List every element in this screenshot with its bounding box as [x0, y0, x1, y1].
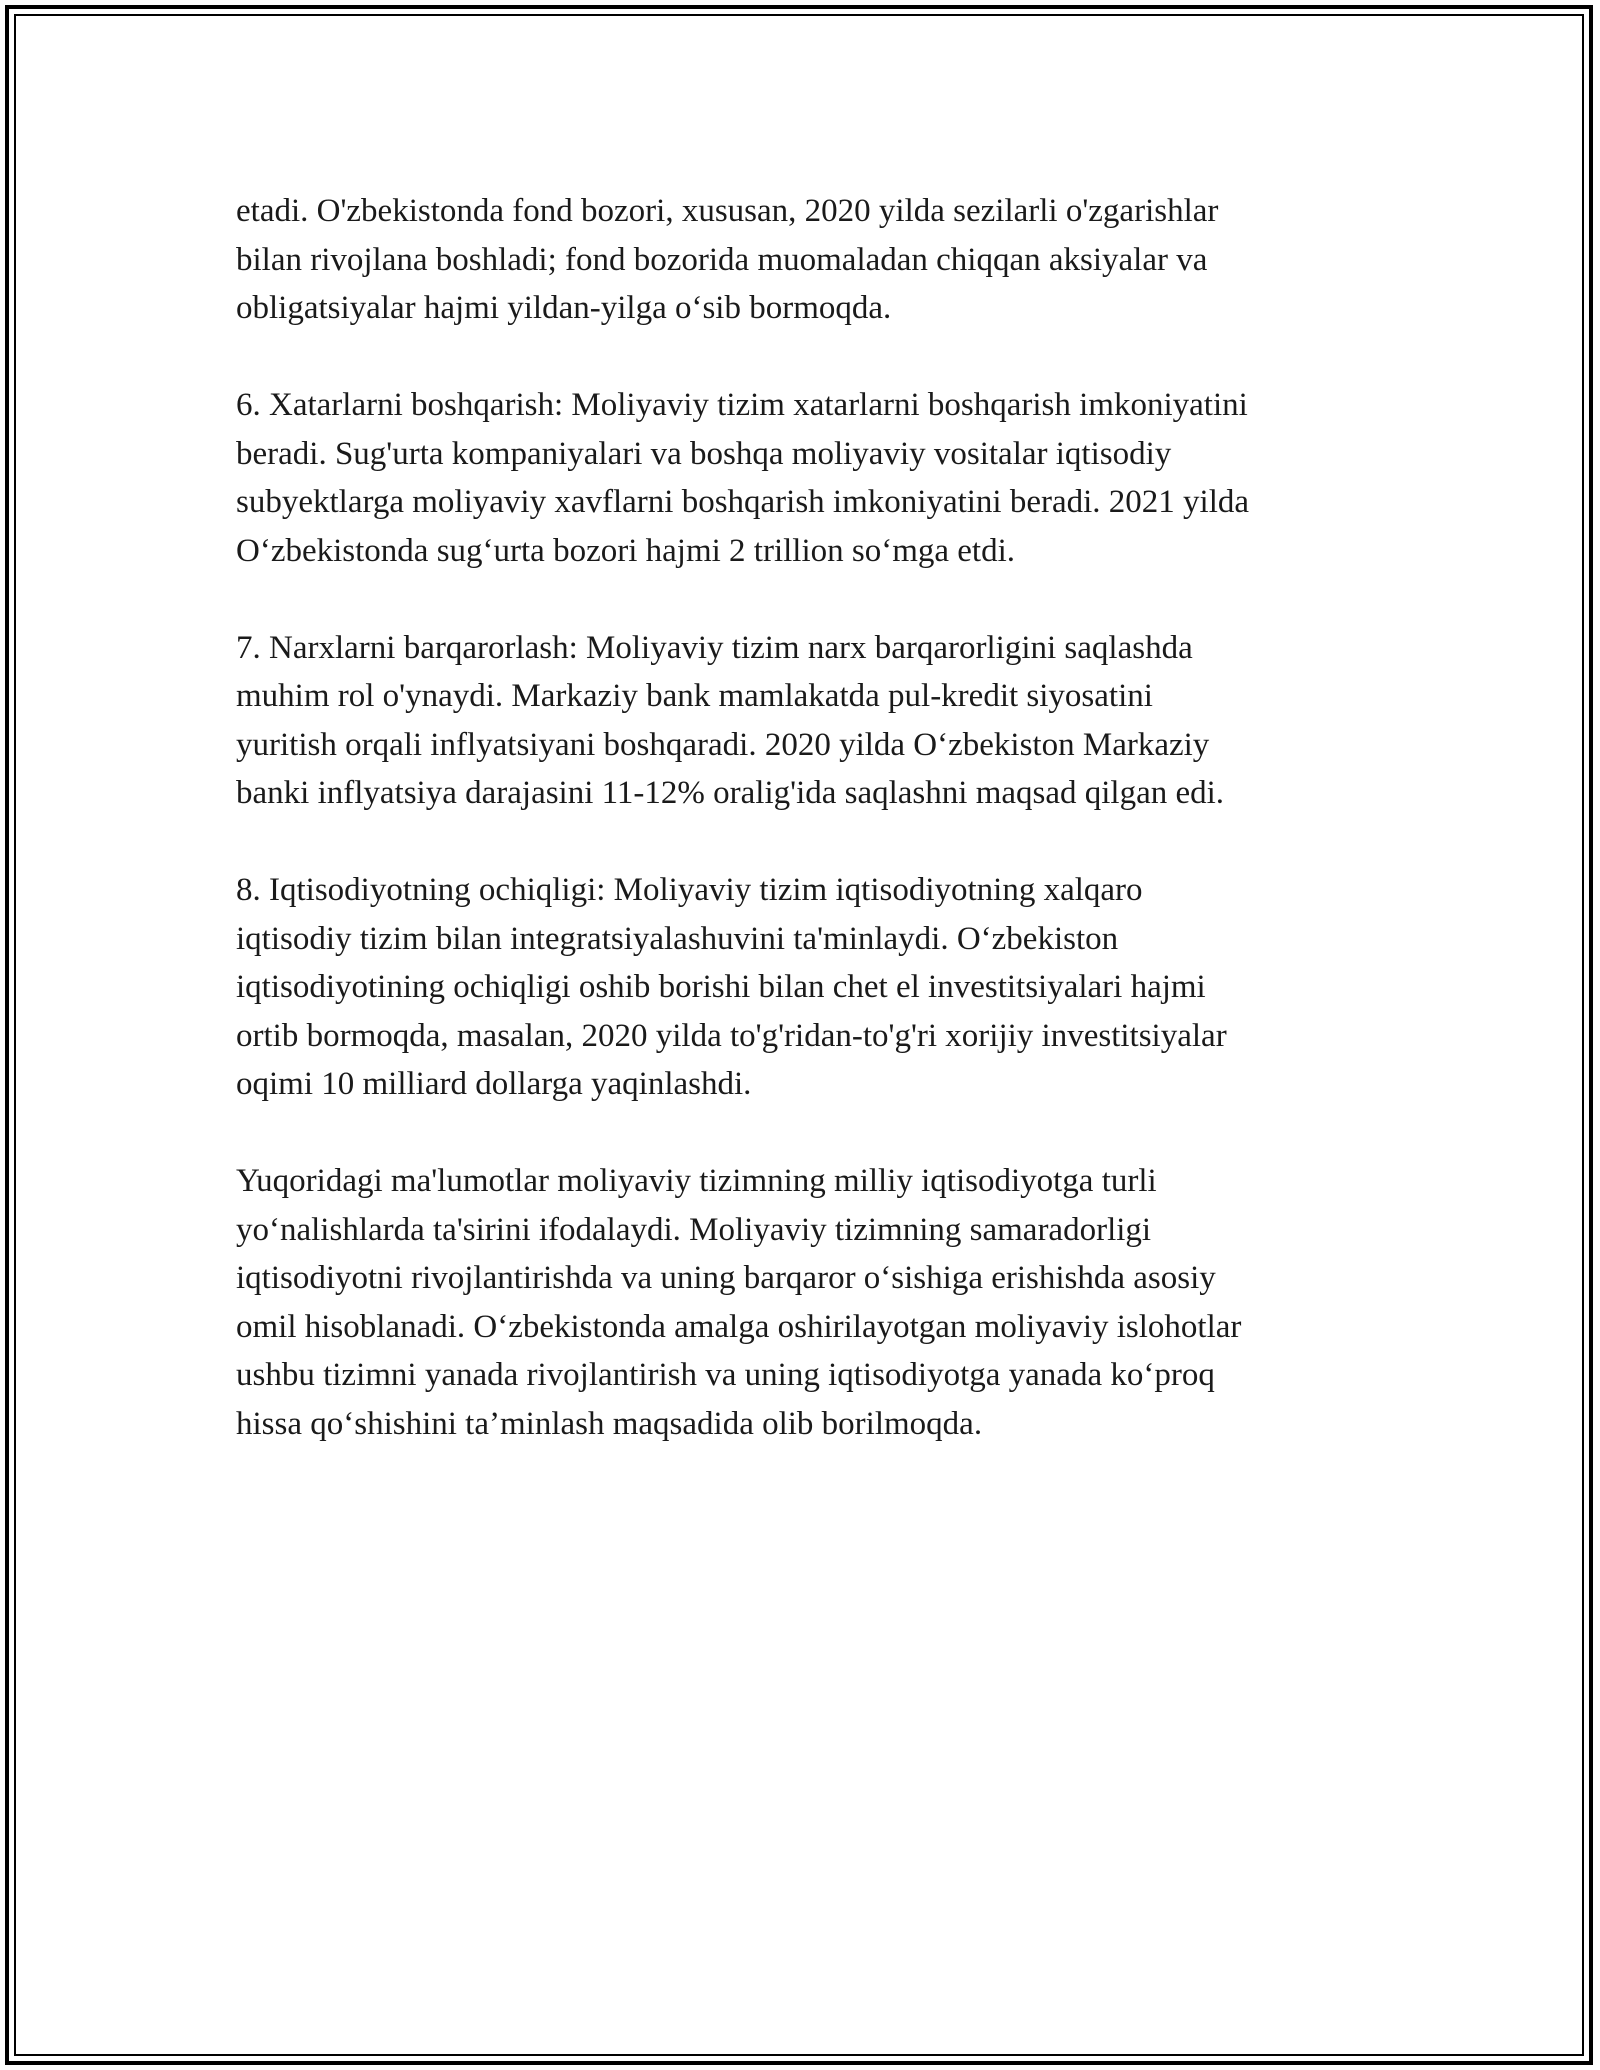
text-line: 6. Xatarlarni boshqarish: Moliyaviy tizim xatarlarni boshqarish imkoniyatini [236, 387, 1248, 423]
text-line: Yuqoridagi ma'lumotlar moliyaviy tizimning milliy iqtisodiyotga turli [236, 1163, 1157, 1199]
text-line: oqimi 10 milliard dollarga yaqinlashdi. [236, 1066, 752, 1102]
text-line: ushbu tizimni yanada rivojlantirish va uning iqtisodiyotga yanada ko‘proq [236, 1357, 1215, 1393]
text-line: muhim rol o'ynaydi. Markaziy bank mamlakatda pul-kredit siyosatini [236, 678, 1153, 714]
text-line: iqtisodiy tizim bilan integratsiyalashuvini ta'minlaydi. O‘zbekiston [236, 920, 1119, 957]
text-line: yuritish orqali inflyatsiyani boshqaradi. 2020 yilda O‘zbekiston Markaziy [236, 726, 1210, 763]
text-line: hissa qo‘shishini ta’minlash maqsadida olib borilmoqda. [236, 1405, 983, 1442]
text-line: 7. Narxlarni barqarorlash: Moliyaviy tizim narx barqarorligini saqlashda [236, 629, 1193, 666]
paragraph-conclusion [236, 1157, 1376, 1448]
text-line: omil hisoblanadi. O‘zbekistonda amalga oshirilayotgan moliyaviy islohotlar [236, 1308, 1242, 1345]
text-line: etadi. O'zbekistonda fond bozori, xususan, 2020 yilda sezilarli o'zgarishlar [236, 193, 1219, 229]
paragraph-economic-openness [236, 866, 1376, 1109]
text-line: subyektlarga moliyaviy xavflarni boshqarish imkoniyatini beradi. 2021 yilda [236, 484, 1250, 520]
text-line: yo‘nalishlarda ta'sirini ifodalaydi. Moliyaviy tizimning samaradorligi [236, 1211, 1152, 1248]
text-line: O‘zbekistonda sug‘urta bozori hajmi 2 trillion so‘mga etdi. [236, 532, 1015, 569]
paragraph-risk-management [236, 381, 1376, 575]
text-line: bilan rivojlana boshladi; fond bozorida muomaladan chiqqan aksiyalar va [236, 241, 1208, 278]
text-line: banki inflyatsiya darajasini 11-12% oralig'ida saqlashni maqsad qilgan edi. [236, 775, 1225, 811]
text-line: beradi. Sug'urta kompaniyalari va boshqa moliyaviy vositalar iqtisodiy [236, 435, 1172, 472]
text-line: 8. Iqtisodiyotning ochiqligi: Moliyaviy tizim iqtisodiyotning xalqaro [236, 872, 1143, 908]
document-body [236, 187, 1376, 1497]
text-line: iqtisodiyotining ochiqligi oshib borishi bilan chet el investitsiyalari hajmi [236, 969, 1206, 1005]
text-line: iqtisodiyotni rivojlantirishda va uning barqaror o‘sishiga erishishda asosiy [236, 1260, 1216, 1296]
text-line: obligatsiyalar hajmi yildan-yilga o‘sib bormoqda. [236, 290, 892, 326]
paragraph-price-stability [236, 624, 1376, 818]
paragraph-stock-market [236, 187, 1376, 333]
text-line: ortib bormoqda, masalan, 2020 yilda to'g'ridan-to'g'ri xorijiy investitsiyalar [236, 1017, 1227, 1054]
